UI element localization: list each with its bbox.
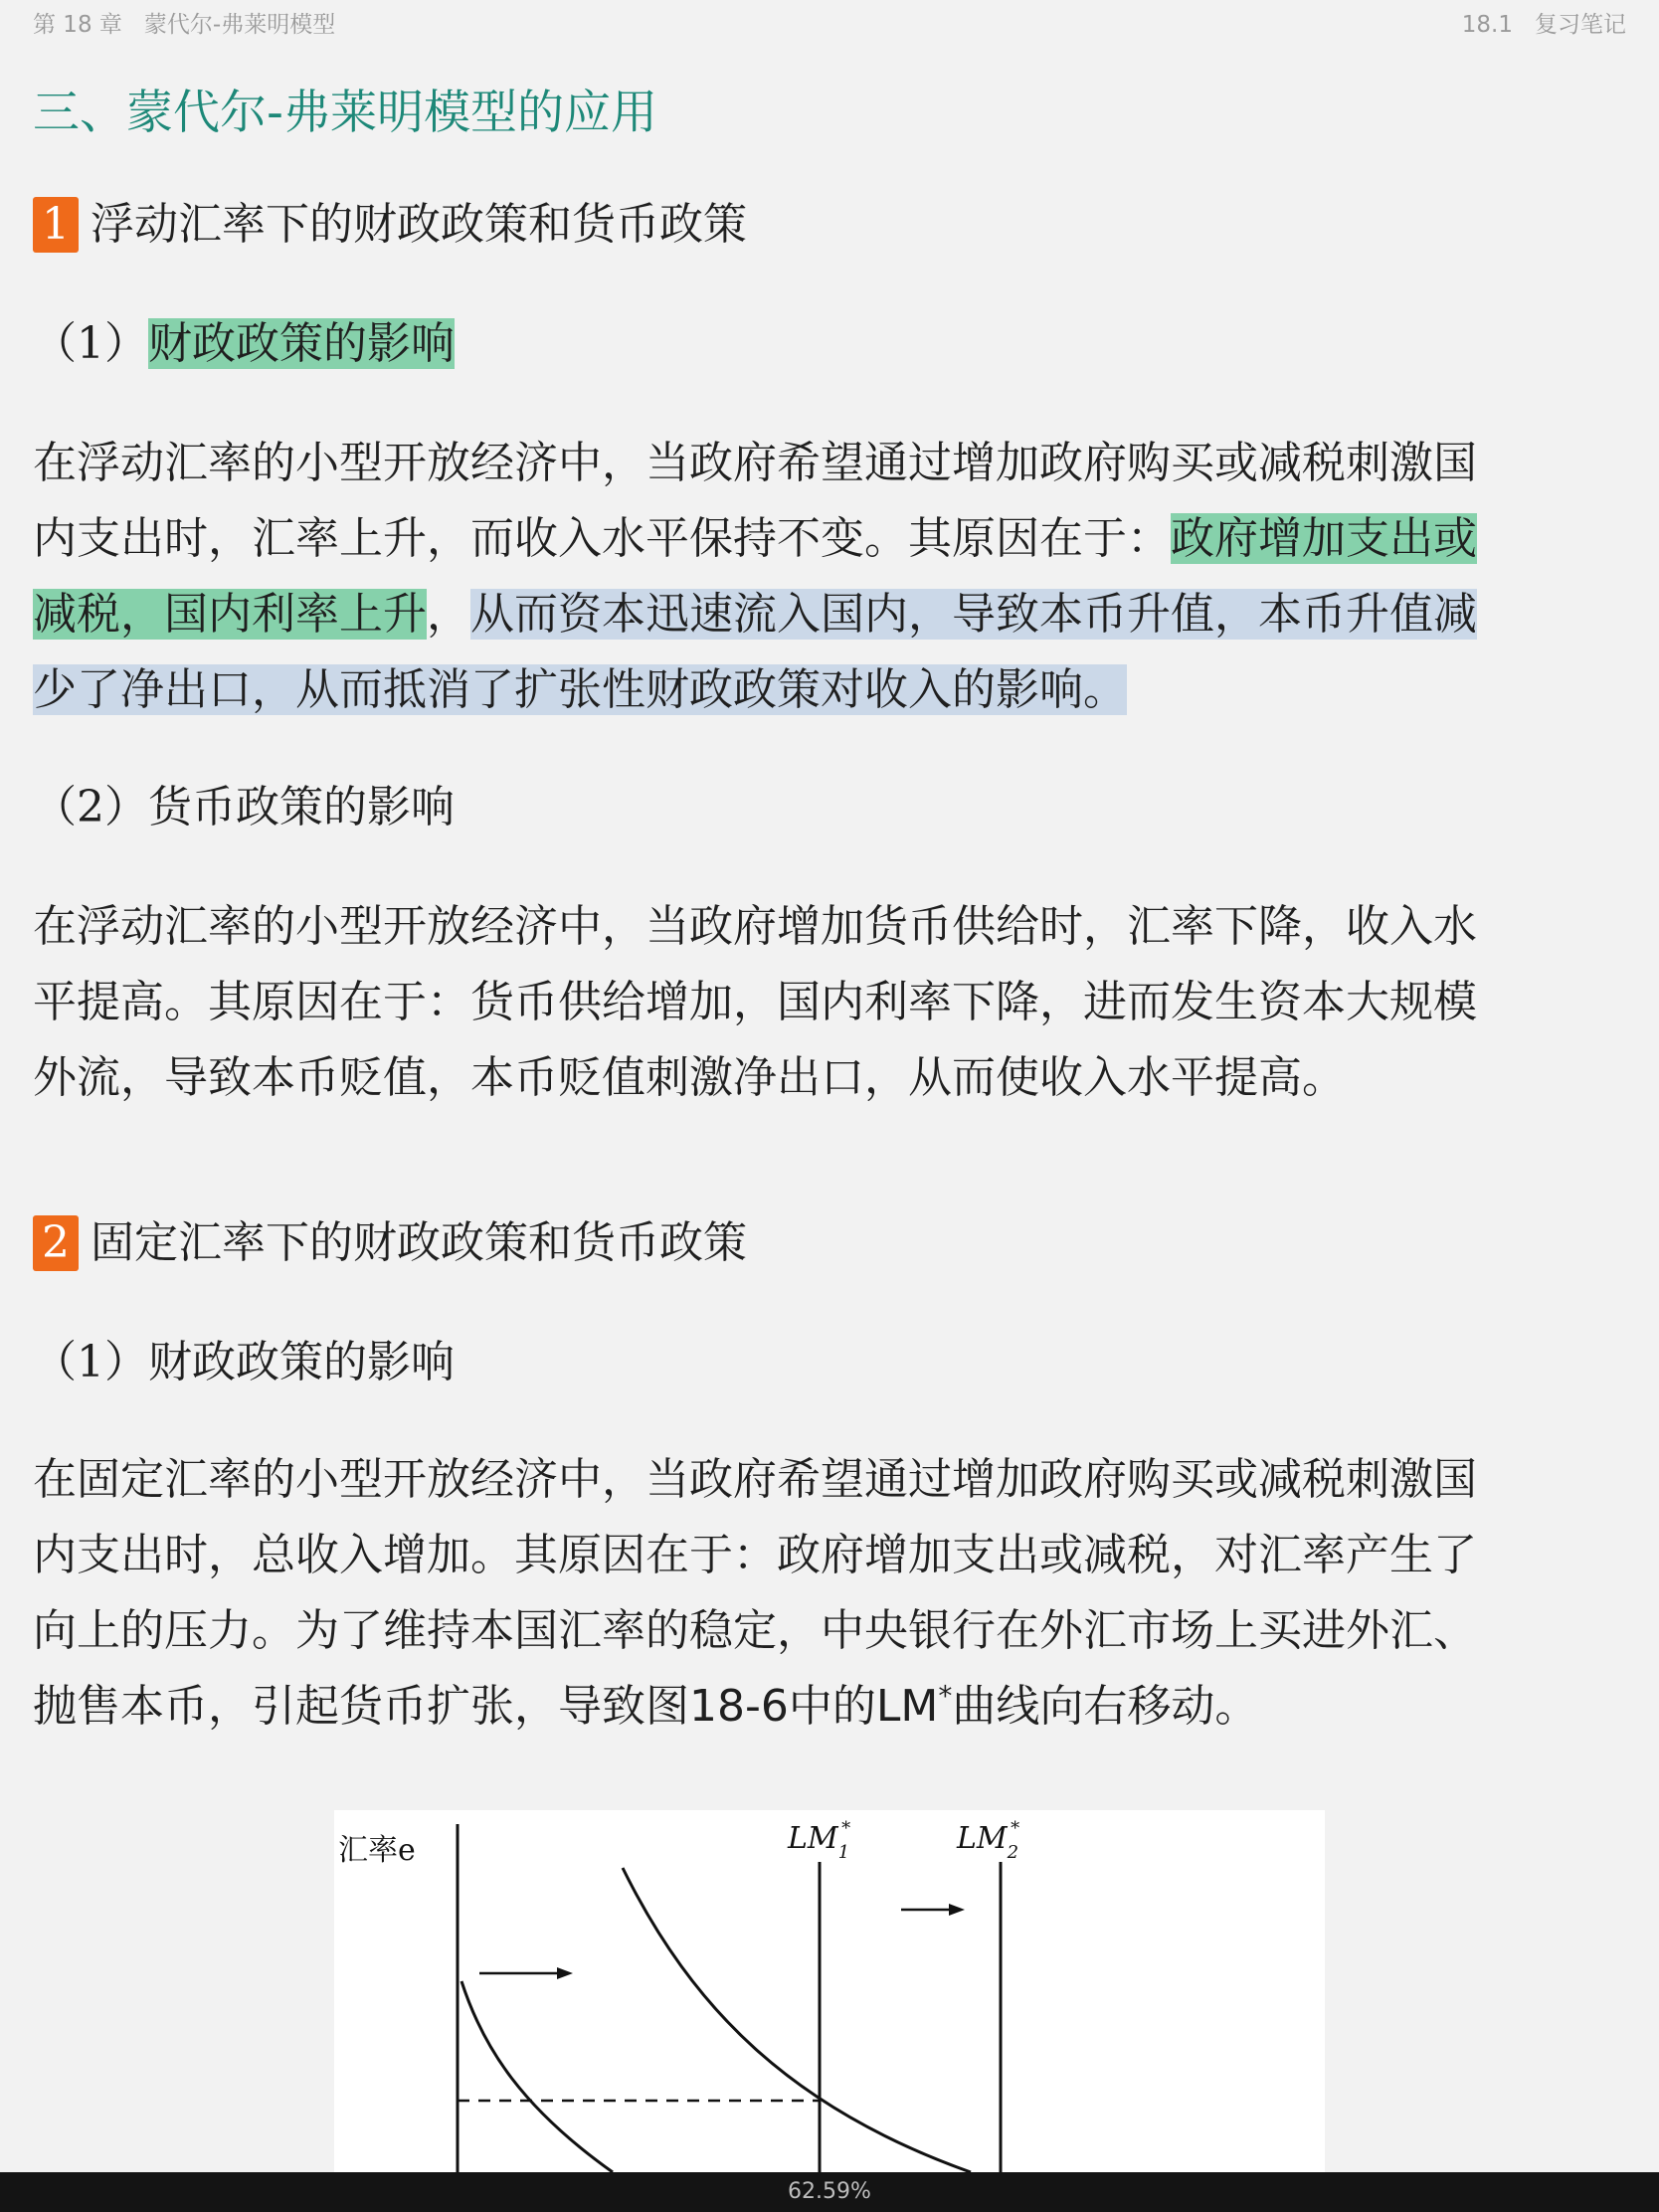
- part1-title: 浮动汇率下的财政政策和货币政策: [91, 199, 747, 250]
- is2-curve: [623, 1868, 971, 2172]
- part2-point1-label: （1）: [33, 1337, 148, 1387]
- paragraph-line: 在浮动汇率的小型开放经济中，当政府增加货币供给时，汇率下降，收入水: [33, 901, 1477, 952]
- part1-point1-paragraph: [33, 426, 1626, 728]
- part1-heading: [33, 197, 747, 253]
- superscript-star: *: [938, 1679, 953, 1713]
- paragraph-text: ，: [427, 589, 470, 640]
- paragraph-line: 向上的压力。为了维持本国汇率的稳定，中央银行在外汇市场上买进外汇、: [33, 1605, 1477, 1656]
- paragraph-line: 在浮动汇率的小型开放经济中，当政府希望通过增加政府购买或减税刺激国: [33, 438, 1477, 488]
- reading-progress-bar: [0, 2172, 1659, 2212]
- arrow-head-lm: [949, 1904, 965, 1916]
- chapter-number: 第 18 章: [33, 12, 122, 38]
- paragraph-line: [33, 577, 1626, 652]
- reading-progress: 62.59%: [788, 2179, 871, 2204]
- lm2-label: $LM_2*$: [957, 1818, 1020, 1863]
- part1-point2-heading: [33, 778, 455, 837]
- paragraph-line: 外流，导致本币贬值，本币贬值刺激净出口，从而使收入水平提高。: [33, 1052, 1346, 1103]
- page-header: [0, 0, 1659, 44]
- figure-diagram: [334, 1810, 1325, 2172]
- part1-point2-label: （2）: [33, 782, 148, 832]
- paragraph-text: 抛售本币，引起货币扩张，导致图18-6中的LM: [33, 1681, 939, 1732]
- section-label: 复习笔记: [1535, 12, 1626, 38]
- paragraph-line: [33, 652, 1626, 728]
- is1-curve: [461, 1981, 613, 2172]
- part2-badge: 2: [33, 1215, 79, 1271]
- section-heading: 三、蒙代尔-弗莱明模型的应用: [33, 86, 657, 140]
- part2-point1-title: 财政政策的影响: [148, 1337, 455, 1387]
- highlight-green: 政府增加支出或: [1171, 513, 1477, 564]
- part1-point1-label: （1）: [33, 318, 148, 369]
- section-number: 18.1: [1461, 12, 1513, 38]
- part2-heading: [33, 1215, 747, 1271]
- header-section: [1462, 6, 1626, 39]
- paragraph-line: 内支出时，总收入增加。其原因在于：政府增加支出或减税，对汇率产生了: [33, 1530, 1477, 1580]
- chapter-title: 蒙代尔-弗莱明模型: [143, 12, 336, 38]
- paragraph-line: 在固定汇率的小型开放经济中，当政府希望通过增加政府购买或减税刺激国: [33, 1454, 1477, 1505]
- part2-title: 固定汇率下的财政政策和货币政策: [91, 1217, 747, 1268]
- arrow-head-is: [557, 1967, 573, 1979]
- part1-point2-title: 货币政策的影响: [148, 782, 455, 832]
- highlight-blue: 从而资本迅速流入国内，导致本币升值，本币升值减: [470, 589, 1477, 640]
- paragraph-line: 平提高。其原因在于：货币供给增加，国内利率下降，进而发生资本大规模: [33, 977, 1477, 1027]
- part2-point1-paragraph: [33, 1442, 1626, 1745]
- highlight-blue: 少了净出口，从而抵消了扩张性财政政策对收入的影响。: [33, 664, 1127, 715]
- lm1-label: $LM_1*$: [788, 1818, 851, 1863]
- paragraph-text: 内支出时，汇率上升，而收入水平保持不变。其原因在于：: [33, 513, 1171, 564]
- paragraph-line: [33, 1669, 1626, 1745]
- part1-point1-title: 财政政策的影响: [148, 318, 455, 369]
- figure-18-6: [334, 1810, 1325, 2212]
- part1-badge: 1: [33, 197, 79, 253]
- header-chapter: [33, 6, 335, 39]
- y-axis-label: 汇率e: [338, 1833, 416, 1868]
- part1-point2-paragraph: [33, 889, 1626, 1116]
- part2-point1-heading: [33, 1333, 455, 1392]
- highlight-green: 减税，国内利率上升: [33, 589, 427, 640]
- paragraph-line: [33, 501, 1626, 577]
- part1-point1-heading: [33, 314, 455, 374]
- paragraph-text: 曲线向右移动。: [952, 1681, 1259, 1732]
